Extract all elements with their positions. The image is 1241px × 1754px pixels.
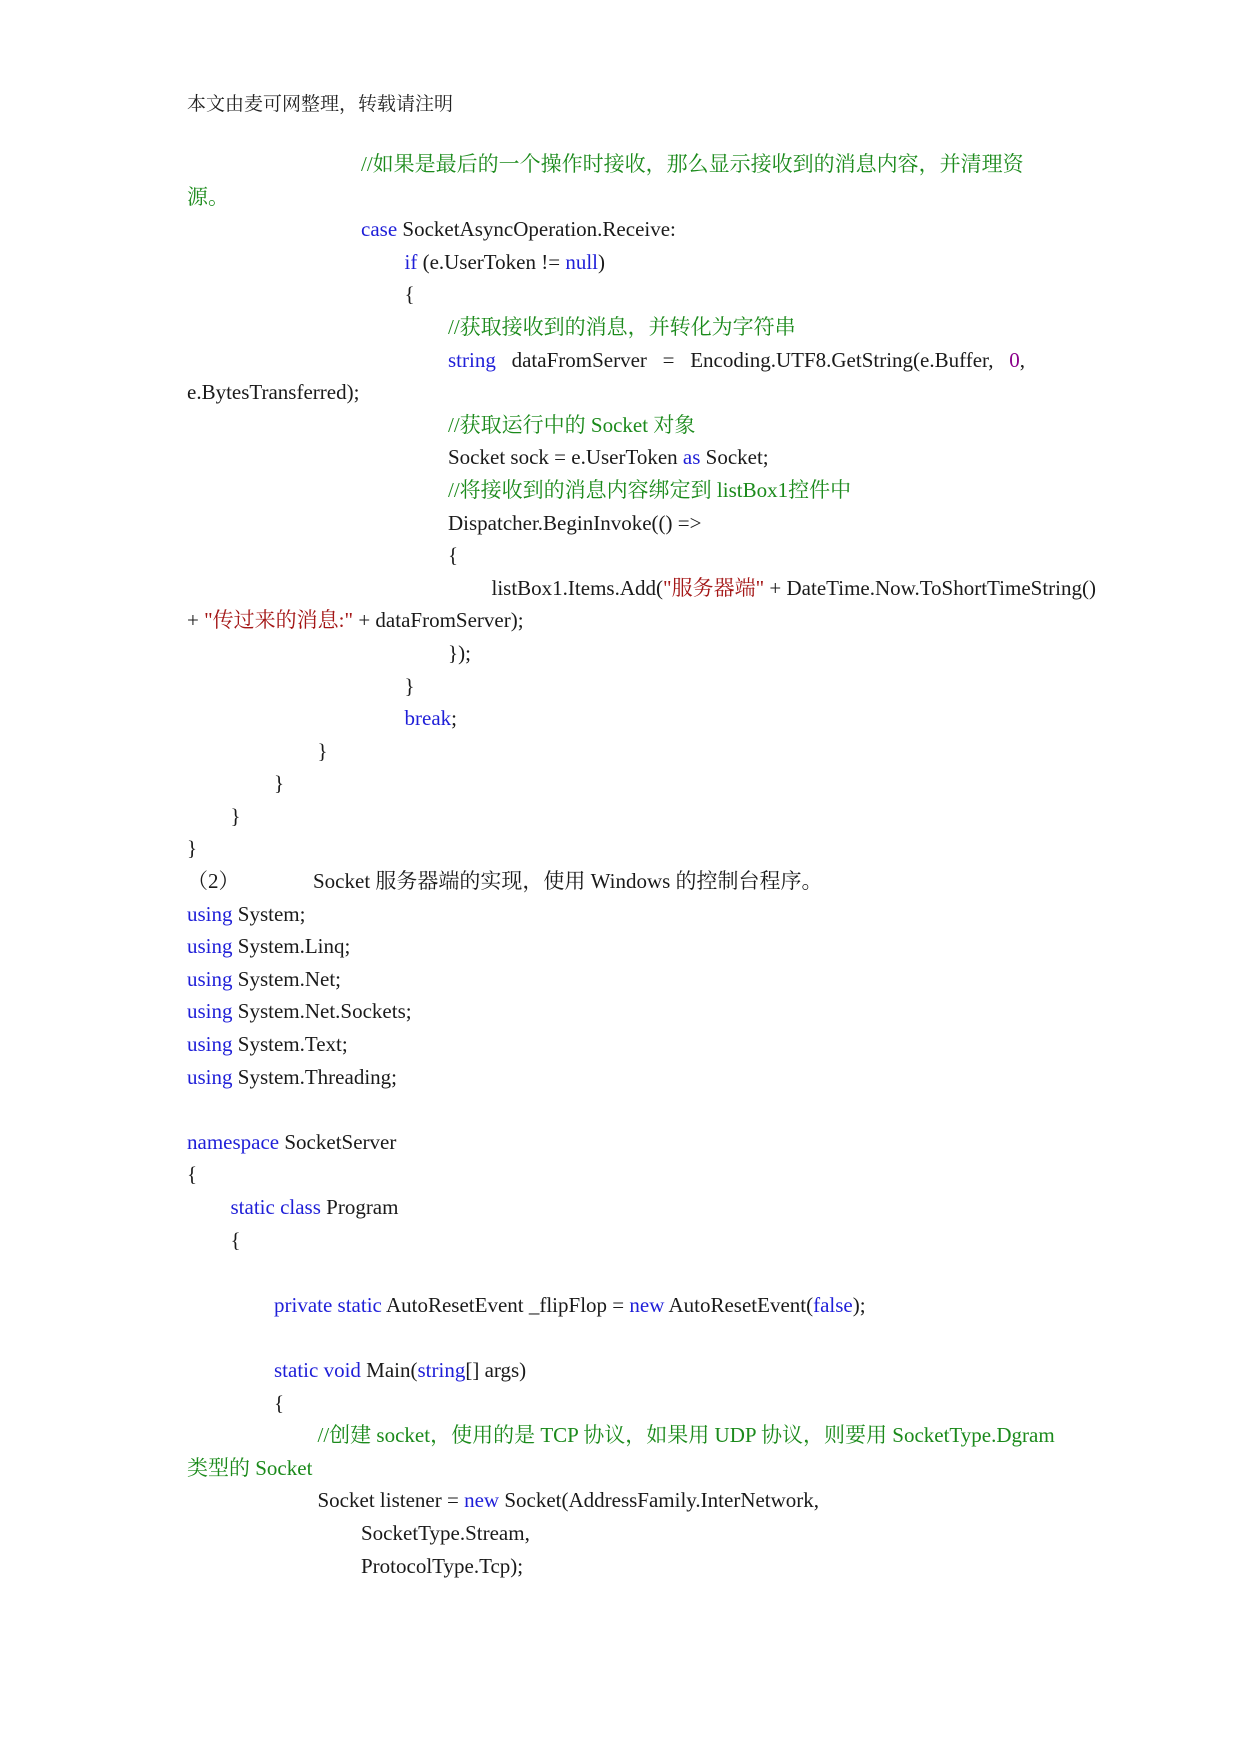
number-literal: 0: [1009, 347, 1020, 372]
code-line: [187, 930, 1147, 963]
code-text: Socket;: [700, 445, 769, 470]
code-text: }: [274, 771, 285, 796]
code-line: [187, 670, 1147, 703]
keyword: using: [187, 901, 233, 926]
keyword: using: [187, 1032, 233, 1057]
comment: //获取接收到的消息，并转化为字符串: [448, 314, 796, 339]
code-line: [187, 148, 1147, 181]
code-text: }: [187, 836, 198, 861]
code-text: + dataFromServer);: [353, 608, 524, 633]
blank-line: [187, 1321, 1147, 1354]
comment: 源。: [187, 184, 229, 209]
code-line: [187, 832, 1147, 865]
code-line: [187, 278, 1147, 311]
code-text: System.Linq;: [232, 934, 351, 959]
code-text: Socket listener =: [317, 1488, 465, 1513]
code-line: [187, 1354, 1147, 1387]
code-line: [187, 1191, 1147, 1224]
string-literal: "传过来的消息:": [204, 608, 354, 633]
code-line: [187, 865, 1147, 898]
code-line: [187, 702, 1147, 735]
code-line: [187, 1061, 1147, 1094]
page-header-note: 本文由麦可网整理，转载请注明: [187, 94, 454, 115]
code-line: [187, 898, 1147, 931]
code-line: [187, 1126, 1147, 1159]
code-line: [187, 1452, 1147, 1485]
code-text: Socket sock = e.UserToken: [448, 445, 683, 470]
code-line: [187, 376, 1147, 409]
code-line: [187, 1550, 1147, 1583]
keyword: using: [187, 966, 233, 991]
code-text: ;: [451, 706, 457, 731]
code-text: （2） Socket 服务器端的实现，使用 Windows 的控制台程序。: [187, 869, 823, 894]
code-line: [187, 1289, 1147, 1322]
code-text: Main(: [360, 1357, 418, 1382]
keyword: string: [417, 1357, 466, 1382]
code-line: [187, 1158, 1147, 1191]
comment: //创建 socket，使用的是 TCP 协议，如果用 UDP 协议，则要用 SocketType.Dgram: [317, 1423, 1055, 1448]
code-line: [187, 441, 1147, 474]
keyword: using: [187, 934, 233, 959]
code-text: (e.UserToken !=: [417, 249, 566, 274]
code-text: dataFromServer = Encoding.UTF8.GetString(e.Buffer,: [495, 347, 1010, 372]
code-line: [187, 637, 1147, 670]
code-line: [187, 474, 1147, 507]
keyword: as: [682, 445, 701, 470]
code-text: AutoResetEvent _flipFlop =: [381, 1292, 630, 1317]
code-text: ProtocolType.Tcp);: [361, 1553, 524, 1578]
code-line: [187, 1517, 1147, 1550]
keyword: using: [187, 999, 233, 1024]
code-text: );: [852, 1292, 866, 1317]
code-text: AutoResetEvent(: [664, 1292, 814, 1317]
keyword: namespace: [187, 1129, 280, 1154]
code-text: {: [448, 543, 459, 568]
code-text: System.Threading;: [232, 1064, 397, 1089]
keyword: static void: [274, 1357, 361, 1382]
code-text: });: [448, 640, 471, 665]
keyword: break: [404, 706, 452, 731]
code-line: [187, 735, 1147, 768]
code-listing: [187, 148, 1147, 1582]
code-text: e.BytesTransferred);: [187, 380, 360, 405]
code-line: [187, 1028, 1147, 1061]
keyword: false: [813, 1292, 853, 1317]
keyword: string: [448, 347, 496, 372]
code-line: [187, 344, 1147, 377]
comment: //获取运行中的 Socket 对象: [448, 412, 696, 437]
code-text: }: [404, 673, 415, 698]
code-text: SocketType.Stream,: [361, 1520, 530, 1545]
code-text: {: [230, 1227, 241, 1252]
code-line: [187, 1484, 1147, 1517]
code-text: }: [230, 803, 241, 828]
code-text: ,: [1019, 347, 1025, 372]
keyword: null: [565, 249, 598, 274]
code-line: [187, 572, 1147, 605]
code-line: [187, 1224, 1147, 1257]
blank-line: [187, 1256, 1147, 1289]
code-line: [187, 213, 1147, 246]
code-line: [187, 1419, 1147, 1452]
code-line: [187, 963, 1147, 996]
code-text: ): [597, 249, 605, 274]
code-text: SocketServer: [279, 1129, 397, 1154]
comment: //如果是最后的一个操作时接收，那么显示接收到的消息内容，并清理资: [361, 152, 1024, 176]
keyword: static class: [230, 1195, 321, 1219]
code-text: System;: [232, 901, 306, 926]
keyword: case: [361, 217, 398, 242]
code-line: [187, 246, 1147, 279]
code-line: [187, 995, 1147, 1028]
keyword: if: [404, 249, 418, 274]
code-line: [187, 311, 1147, 344]
keyword: new: [464, 1488, 500, 1513]
code-line: [187, 539, 1147, 572]
code-text: + DateTime.Now.ToShortTimeString(): [764, 575, 1096, 600]
code-line: [187, 507, 1147, 540]
code-line: [187, 604, 1147, 637]
comment: 类型的 Socket: [187, 1455, 313, 1480]
code-text: }: [317, 738, 328, 763]
code-text: Socket(AddressFamily.InterNetwork,: [499, 1488, 820, 1513]
comment: //将接收到的消息内容绑定到 listBox1控件中: [448, 477, 852, 502]
code-line: [187, 767, 1147, 800]
code-line: [187, 1387, 1147, 1420]
code-line: [187, 409, 1147, 442]
code-text: System.Text;: [232, 1032, 348, 1057]
keyword: using: [187, 1064, 233, 1089]
code-text: System.Net;: [232, 966, 342, 991]
code-text: {: [404, 282, 415, 307]
blank-line: [187, 1093, 1147, 1126]
string-literal: "服务器端": [663, 575, 765, 600]
code-text: [] args): [465, 1357, 527, 1382]
keyword: private static: [274, 1292, 382, 1317]
code-text: listBox1.Items.Add(: [491, 575, 663, 600]
code-text: +: [187, 608, 205, 633]
code-text: Dispatcher.BeginInvoke(() =>: [448, 510, 702, 535]
code-text: {: [274, 1390, 285, 1415]
keyword: new: [629, 1292, 665, 1317]
code-text: {: [187, 1162, 198, 1187]
code-text: Program: [320, 1195, 399, 1219]
code-line: [187, 181, 1147, 214]
code-text: System.Net.Sockets;: [232, 999, 412, 1024]
code-line: [187, 800, 1147, 833]
code-text: SocketAsyncOperation.Receive:: [397, 217, 676, 242]
